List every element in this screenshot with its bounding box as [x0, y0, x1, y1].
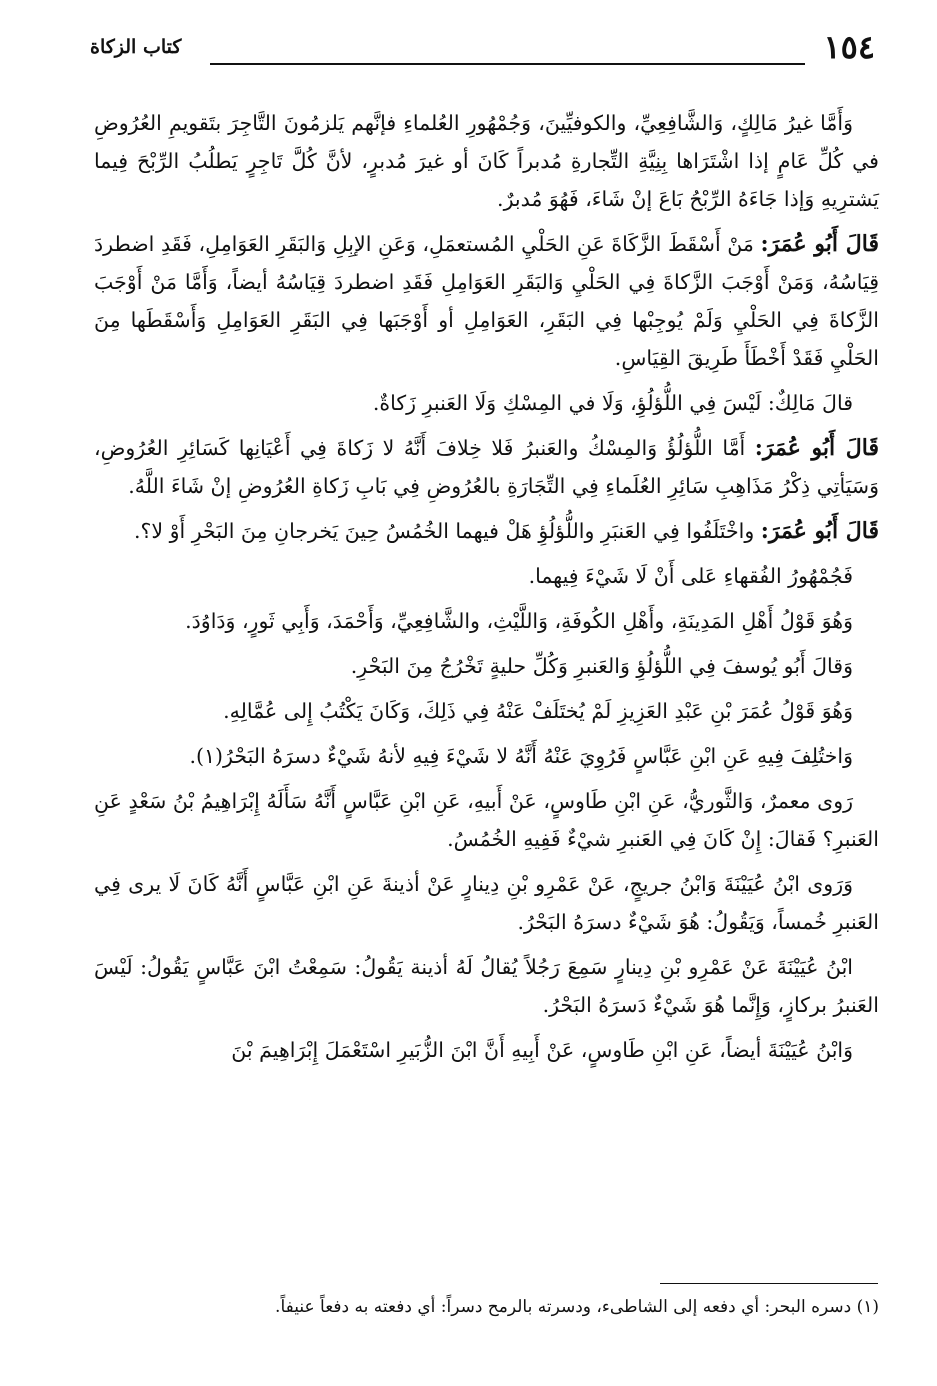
paragraph-text: وَهُوَ قَوْلُ عُمَرَ بْنِ عَبْدِ العَزِيزِ لَمْ يُختَلَفْ عَنْهُ فِي ذَلِكَ، وَكَانَ يَكْتُبُ إِلى عُمَّالِهِ.	[223, 699, 853, 723]
speaker-label: قَالَ أَبُو عُمَرَ:	[754, 435, 879, 461]
speaker-label: قَالَ أَبُو عُمَرَ:	[760, 518, 879, 544]
header-rule	[210, 63, 805, 65]
paragraph-text: أَمَّا اللُّؤلُؤُ وَالمِسْكُ والعَنبرُ فَلا خِلافَ أَنَّهُ لا زَكاةَ فِي أَعْيَانِها كَسَائِرِ العُرُوضِ، وَسَيَأتِي ذِكْرُ مَذَاهِبِ سَائِرِ العُلَماءِ فِي التِّجَارَةِ بالعُرُوضِ فِي بَابِ زَكاةِ العُرُوضِ إنْ شَاءَ اللَّهُ.	[94, 436, 879, 498]
footnote-rule	[660, 1283, 878, 1284]
paragraph	[94, 602, 879, 640]
paragraph-text: قالَ مَالِكٌ: لَيْسَ فِي اللُّؤلُؤِ، وَلَا في المِسْكِ وَلَا العَنبرِ زَكاةٌ.	[372, 391, 853, 415]
paragraph-text: وَرَوى ابْنُ عُيَيْنَةَ وَابْنُ جريجٍ، عَنْ عَمْرِو بْنِ دِينارٍ عَنْ أذينةَ عَنِ ابْنِ عَبَّاسٍ أَنَّهُ كَانَ لَا يرى فِي العَنبرِ خُمساً، وَيَقُولُ: هُوَ شَيْءٌ دسرَهُ البَحْرُ.	[94, 872, 879, 934]
paragraph-text: فَجُمْهُورُ الفُقهاءِ عَلى أَنْ لَا شَيْءَ فِيهما.	[528, 564, 853, 588]
paragraph-text: وَقالَ أَبُو يُوسفَ فِي اللُّؤلُؤِ وَالعَنبرِ وَكُلِّ حليةٍ تَخْرُجُ مِنَ البَحْرِ.	[350, 654, 853, 678]
footnote: (١) دسره البحر: أي دفعه إلى الشاطىء، ودسرته بالرمح دسراً: أي دفعته به دفعاً عنيفاً.	[275, 1297, 879, 1317]
speaker-label: قَالَ أَبُو عُمَرَ:	[760, 231, 879, 257]
paragraph-text: مَنْ أَسْقَطَ الزَّكَاةَ عَنِ الحَلْيِ المُستعمَلِ، وَعَنِ الإبِلِ وَالبَقَرِ العَوَامِلِ، فَقَدِ اضطردَ قِيَاسُهُ، وَمَنْ أَوْجَبَ الزَّكاةَ فِي الحَلْيِ وَالبَقَرِ العَوَامِلِ فَقَدِ اضطردَ قِيَاسُهُ أيضاً، وَأَمَّا مَنْ أَوْجَبَ الزَّكاةَ فِي الحَلْيِ وَلَمْ يُوجِبْها فِي البَقَرِ، العَوَامِلِ أو أَوْجَبَها فِي البَقَرِ العَوَامِلِ وَأَسْقَطَها مِنَ الحَلْيِ فَقَدْ أَخْطَأَ طَرِيقَ القِيَاسِ.	[94, 232, 879, 370]
paragraph-text: وَأَمَّا غيرُ مَالِكٍ، وَالشَّافِعِيِّ، والكوفيِّينَ، وَجُمْهُورِ العُلماءِ فإنَّهم يَلزمُونَ التَّاجِرَ بتَقويمِ العُرُوضِ في كُلِّ عَامٍ إذا اشْتَرَاها بِنِيَّةِ التِّجارةِ مُدبراً كَانَ أو غيرَ مُدبرٍ، لأنَّ كُلَّ تَاجِرٍ يَطلُبُ الرِّبْحَ فِيما يَشترِيهِ وَإذا جَاءَهُ الرِّبْحُ بَاعَ إنْ شَاءَ، فَهُوَ مُدبرٌ.	[94, 111, 879, 211]
paragraph	[94, 782, 879, 858]
paragraph	[94, 104, 879, 218]
body-text	[94, 104, 879, 1076]
paragraph-text: وَاختُلِفَ فِيهِ عَنِ ابْنِ عَبَّاسٍ فَرُوِيَ عَنْهُ أَنَّهُ لا شَيْءَ فِيهِ لأنهُ شَيْءٌ دسرَهُ البَحْرُ(١).	[189, 744, 853, 768]
book-title: كتاب الزكاة	[90, 36, 182, 58]
paragraph-text: واخْتَلَفُوا فِي العَنبَرِ واللُّؤلُؤِ هَلْ فيهما الخُمُسُ حِينَ يَخرجانِ مِنَ البَحْرِ أَوْ لا؟.	[134, 519, 761, 543]
paragraph	[94, 225, 879, 377]
paragraph-text: وَابْنُ عُيَيْنَةَ أيضاً، عَنِ ابْنِ طَاوسٍ، عَنْ أَبِيهِ أَنَّ ابْنَ الزُّبَيرِ اسْتَعْمَلَ إِبْرَاهِيمَ بْنَ	[231, 1038, 853, 1062]
paragraph	[94, 647, 879, 685]
paragraph-text: رَوى معمرٌ، وَالثَّوريُّ، عَنِ ابْنِ طَاوسٍ، عَنْ أَبيهِ، عَنِ ابْنِ عَبَّاسٍ أَنَّهُ سَأَلَهُ إِبْرَاهِيمُ بْنُ سَعْدٍ عَنِ العَنبرِ؟ فَقالَ: إِنْ كَانَ فِي العَنبرِ شيْءٌ فَفِيهِ الخُمُسُ.	[94, 789, 879, 851]
paragraph	[94, 737, 879, 775]
paragraph-text: ابْنُ عُيَيْنَةَ عَنْ عَمْرِو بْنِ دِينارٍ سَمِعَ رَجُلاً يُقالُ لَهُ أذينة يَقُولُ: سَمِعْتُ ابْنَ عَبَّاسٍ يَقُولُ: لَيْسَ العَنبرُ بركازٍ، وَإِنَّما هُوَ شَيْءٌ دَسرَهُ البَحْرُ.	[94, 955, 879, 1017]
paragraph	[94, 948, 879, 1024]
paragraph	[94, 692, 879, 730]
paragraph-text: وَهُوَ قَوْلُ أَهْلِ المَدِينَةِ، وأَهْلِ الكُوفَةِ، وَاللَّيْثِ، والشَّافِعِيِّ، وَأَحْمَدَ، وَأَبِي ثَورٍ، وَدَاوُدَ.	[185, 609, 853, 633]
paragraph	[94, 384, 879, 422]
page-header	[90, 28, 875, 68]
paragraph	[94, 865, 879, 941]
paragraph	[94, 1031, 879, 1069]
paragraph	[94, 429, 879, 505]
page-number: ١٥٤	[823, 28, 875, 66]
paragraph	[94, 512, 879, 550]
paragraph	[94, 557, 879, 595]
